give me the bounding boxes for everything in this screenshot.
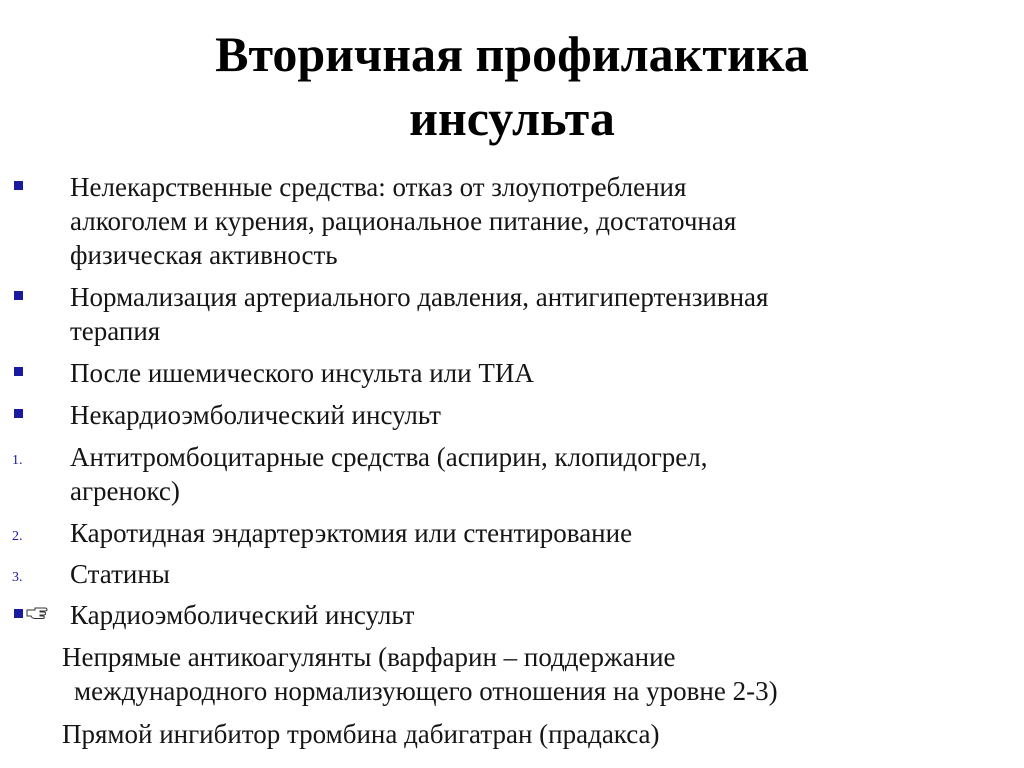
item-line: агренокс) — [70, 476, 180, 506]
item-line: Нелекарственные средства: отказ от злоупотребления — [70, 172, 687, 202]
square-bullet-icon — [14, 367, 23, 376]
item-line: Нормализация артериального давления, антигипертензивная — [70, 282, 769, 312]
list-item-carotid — [0, 516, 1024, 550]
item-line: Прямой ингибитор тромбина дабигатран (прадакса) — [62, 719, 660, 749]
list-item-antiplatelet — [0, 440, 1024, 508]
item-line: Антитромбоцитарные средства (аспирин, клопидогрел, — [70, 442, 708, 472]
item-number: 1. — [12, 453, 23, 468]
list-item-noncardioembolic — [0, 398, 1024, 432]
title-line-1: Вторичная профилактика — [215, 26, 809, 82]
bullet-list — [0, 170, 1024, 760]
item-line: терапия — [70, 316, 161, 346]
item-line: физическая активность — [70, 240, 338, 270]
item-line: Статины — [70, 559, 170, 589]
item-line: Некардиоэмболический инсульт — [70, 400, 441, 430]
list-item-dabigatran — [0, 717, 1024, 751]
list-item-indirect-anticoagulants — [0, 640, 1024, 708]
list-item-nonpharm — [0, 170, 1024, 272]
square-bullet-icon — [14, 409, 23, 418]
square-bullet-icon — [14, 609, 23, 618]
item-line: международного нормализующего отношения на уровне 2-3) — [74, 676, 778, 706]
item-line: Каротидная эндартерэктомия или стентирование — [70, 518, 633, 548]
list-item-cardioembolic — [0, 598, 1024, 632]
item-number: 3. — [12, 570, 23, 585]
item-line: алкоголем и курения, рациональное питание, достаточная — [70, 206, 737, 236]
square-bullet-icon — [14, 181, 23, 190]
list-item-statins — [0, 557, 1024, 591]
item-line: Кардиоэмболический инсульт — [70, 600, 415, 630]
item-line: После ишемического инсульта или ТИА — [70, 358, 534, 388]
pointing-hand-icon — [26, 602, 48, 620]
title-line-2: инсульта — [409, 90, 615, 146]
item-line: Непрямые антикоагулянты (варфарин – поддержание — [62, 642, 676, 672]
list-item-ischemic — [0, 356, 1024, 390]
square-bullet-icon — [14, 291, 23, 300]
list-item-blood-pressure — [0, 280, 1024, 348]
item-number: 2. — [12, 529, 23, 544]
slide-title — [0, 22, 1024, 150]
